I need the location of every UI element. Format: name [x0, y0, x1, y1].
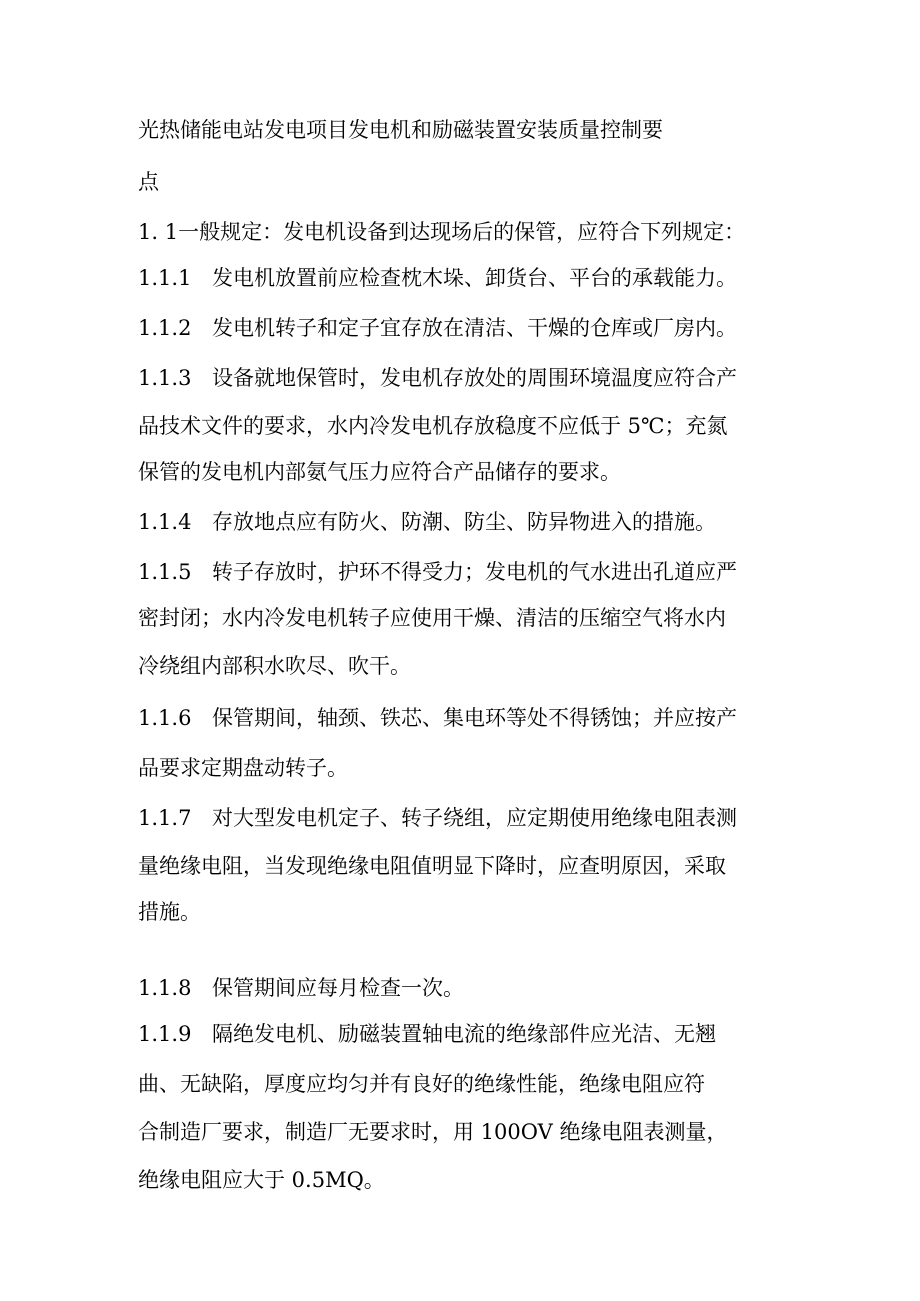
- clause-text: 发电机转子和定子宜存放在清洁、干燥的仓库或厂房内。: [212, 316, 737, 340]
- clause-number: 1.1.7: [138, 806, 192, 830]
- clause-1-1-7-cont-2: 措施。: [138, 900, 201, 924]
- clause-1-1-9: [138, 1020, 716, 1048]
- clause-1-1-6-cont-1: 品要求定期盘动转子。: [138, 756, 348, 780]
- clause-number: 1.1.3: [138, 366, 192, 390]
- clause-1-1-9-cont-1: 曲、无缺陷，厚度应均匀并有良好的绝缘性能，绝缘电阻应符: [138, 1072, 705, 1096]
- clause-1-1-9-cont-2: 合制造厂要求，制造厂无要求时，用 100OV 绝缘电阻表测量，: [138, 1120, 728, 1144]
- clause-1-1-7-cont-1: 量绝缘电阻，当发现绝缘电阻值明显下降时，应查明原因，采取: [138, 854, 726, 878]
- clause-number: 1.1.1: [138, 266, 192, 290]
- clause-text: 隔绝发电机、励磁装置轴电流的绝缘部件应光洁、无翘: [212, 1022, 716, 1046]
- clause-1-1-4: [138, 508, 716, 536]
- clause-text: 保管期间应每月检查一次。: [212, 976, 464, 1000]
- clause-1-1-3-cont-2: 保管的发电机内部氨气压力应符合产品储存的要求。: [138, 460, 621, 484]
- clause-text: 对大型发电机定子、转子绕组，应定期使用绝缘电阻表测: [212, 806, 737, 830]
- clause-text: 存放地点应有防火、防潮、防尘、防异物进入的措施。: [212, 510, 716, 534]
- clause-text: 发电机放置前应检查枕木垛、卸货台、平台的承载能力。: [212, 266, 737, 290]
- clause-number: 1.1.4: [138, 510, 192, 534]
- clause-text: 设备就地保管时，发电机存放处的周围环境温度应符合产: [212, 366, 737, 390]
- doc-title-line-2: 点: [138, 170, 159, 194]
- clause-number: 1.1.6: [138, 706, 192, 730]
- clause-1-1-9-cont-3: 绝缘电阻应大于 0.5MQ。: [138, 1168, 385, 1192]
- clause-number: 1.1.8: [138, 976, 192, 1000]
- doc-title-line-1: 光热储能电站发电项目发电机和励磁装置安装质量控制要: [138, 118, 663, 142]
- clause-1-1-8: [138, 974, 464, 1002]
- clause-1-1-2: [138, 314, 737, 342]
- clause-1-1-5-cont-1: 密封闭；水内冷发电机转子应使用干燥、清洁的压缩空气将水内: [138, 606, 726, 630]
- clause-number: 1.1.9: [138, 1022, 192, 1046]
- clause-text: 转子存放时，护环不得受力；发电机的气水进出孔道应严: [212, 560, 737, 584]
- clause-1-1-6: [138, 704, 737, 732]
- clause-number: 1.1.5: [138, 560, 192, 584]
- clause-1-1-5-cont-2: 冷绕组内部积水吹尽、吹干。: [138, 654, 411, 678]
- clause-1-1-1: [138, 264, 737, 292]
- clause-number: 1.1.2: [138, 316, 192, 340]
- clause-1-1-7: [138, 804, 737, 832]
- section-intro: 1. 1一般规定：发电机设备到达现场后的保管，应符合下列规定：: [138, 220, 746, 244]
- clause-text: 保管期间，轴颈、铁芯、集电环等处不得锈蚀；并应按产: [212, 706, 737, 730]
- clause-1-1-3-cont-1: 品技术文件的要求，水内冷发电机存放稳度不应低于 5℃；充氮: [138, 414, 728, 438]
- clause-1-1-5: [138, 558, 737, 586]
- clause-1-1-3: [138, 364, 737, 392]
